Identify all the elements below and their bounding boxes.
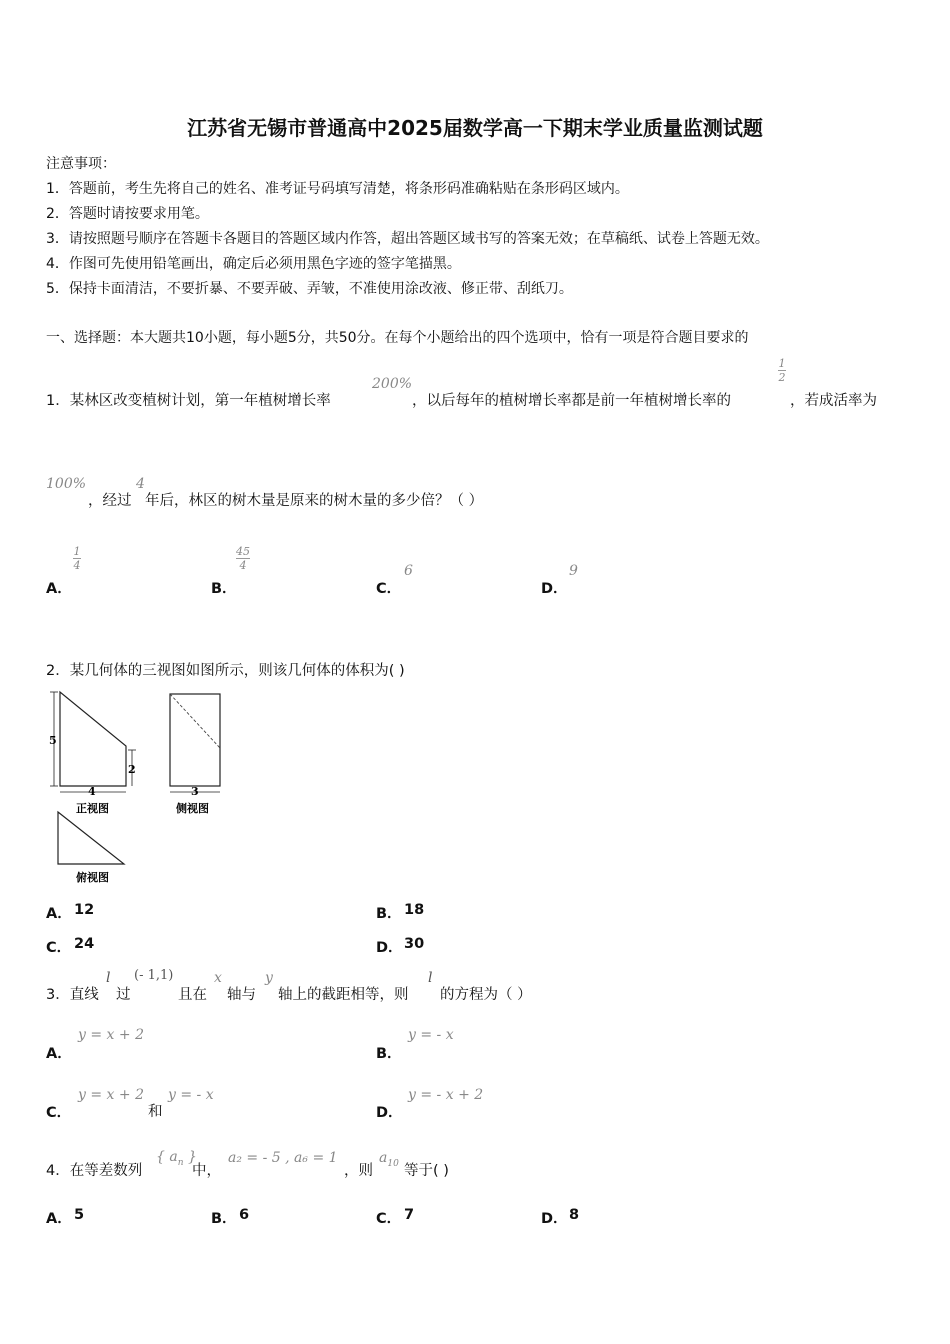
q3-option-a-label: A． (46, 1046, 72, 1062)
front-view-label: 正视图 (76, 802, 109, 815)
q1-option-d-value: 9 (569, 563, 578, 579)
q3-option-c-value-1: y = x + 2 (78, 1087, 144, 1103)
q1-option-d-label: D． (541, 581, 568, 597)
q4-sequence (156, 1149, 197, 1168)
q4-seq-a: { a (156, 1149, 178, 1165)
q1-text-1: 1．某林区改变植树计划，第一年植树增长率 (46, 393, 331, 409)
q4-option-b-value: 6 (239, 1207, 250, 1223)
note-item-5: 5．保持卡面清洁，不要折暴、不要弄破、弄皱，不准使用涂改液、修正带、刮纸刀。 (46, 281, 573, 297)
q1-option-a-value (73, 546, 81, 571)
q4-condition: a₂ = - 5 , a₆ = 1 (228, 1150, 338, 1166)
q1-option-b-den: 4 (239, 559, 247, 572)
q1-frac-den: 2 (778, 371, 786, 384)
q4-option-c-value: 7 (404, 1207, 415, 1223)
q2-text: 2．某几何体的三视图如图所示，则该几何体的体积为( ) (46, 663, 405, 679)
q4-option-a-value: 5 (74, 1207, 85, 1223)
q1-frac-num: 1 (778, 357, 786, 370)
q1-text-5: 年后，林区的树木量是原来的树木量的多少倍？（ ） (145, 493, 484, 509)
q4-a10-sub: 10 (387, 1158, 399, 1169)
q1-option-b-num: 45 (236, 545, 250, 558)
q4-option-c-label: C． (376, 1211, 402, 1227)
q1-years: 4 (136, 476, 145, 492)
q3-option-a-value: y = x + 2 (78, 1027, 144, 1043)
front-short-label: 2 (128, 763, 136, 776)
q4-text-2: 中， (192, 1163, 221, 1179)
q2-option-c-label: C． (46, 940, 72, 956)
q2-option-b-value: 18 (404, 902, 425, 918)
q1-text-3: ，若成活率为 (790, 393, 877, 409)
q4-text-4: 等于( ) (404, 1163, 449, 1179)
front-width-label: 4 (88, 785, 96, 798)
section-heading: 一、选择题：本大题共10小题，每小题5分，共50分。在每个小题给出的四个选项中，恰有一项是符合题目要求的 (46, 330, 749, 346)
q1-option-c-value: 6 (404, 563, 413, 579)
q4-option-a-label: A． (46, 1211, 72, 1227)
q2-option-a-label: A． (46, 906, 72, 922)
q3-text-6: 的方程为（ ） (440, 987, 532, 1003)
q4-option-d-label: D． (541, 1211, 568, 1227)
front-height-label: 5 (49, 734, 57, 747)
q3-line-l: l (106, 970, 111, 986)
q3-option-c-label: C． (46, 1105, 72, 1121)
side-view-label: 侧视图 (176, 802, 209, 815)
q1-option-a-den: 4 (73, 559, 81, 572)
q1-option-a-num: 1 (73, 545, 81, 558)
q3-option-b-value: y = - x (408, 1027, 454, 1043)
q3-option-b-label: B． (376, 1046, 402, 1062)
q4-seq-sub: n (177, 1157, 184, 1168)
q1-option-b-value (236, 546, 250, 571)
q1-text-4: ，经过 (88, 493, 132, 509)
q2-option-d-value: 30 (404, 936, 425, 952)
q3-text-4: 轴与 (227, 987, 256, 1003)
note-item-1: 1．答题前，考生先将自己的姓名、准考证号码填写清楚，将条形码准确粘贴在条形码区域内。 (46, 181, 629, 197)
note-item-2: 2．答题时请按要求用笔。 (46, 206, 209, 222)
hidden-edge (170, 694, 220, 748)
q1-survival: 100% (46, 476, 87, 492)
q1-text-2: ，以后每年的植树增长率都是前一年植树增长率的 (412, 393, 731, 409)
top-view-label: 俯视图 (76, 871, 109, 884)
q4-a10-a: a (379, 1150, 388, 1166)
q2-option-d-label: D． (376, 940, 403, 956)
notes-heading: 注意事项： (46, 156, 116, 172)
side-width-label: 3 (191, 785, 199, 798)
note-item-4: 4．作图可先使用铅笔画出，确定后必须用黑色字迹的签字笔描黑。 (46, 256, 461, 272)
q4-option-d-value: 8 (569, 1207, 580, 1223)
q3-point: (- 1,1) (134, 968, 174, 983)
q1-fraction (778, 358, 786, 383)
q4-option-b-label: B． (211, 1211, 237, 1227)
q3-line-l-2: l (428, 970, 433, 986)
q3-y: y (265, 970, 273, 986)
q3-text-1: 3．直线 (46, 987, 99, 1003)
q4-text-1: 4．在等差数列 (46, 1163, 143, 1179)
q1-option-c-label: C． (376, 581, 402, 597)
q2-option-c-value: 24 (74, 936, 95, 952)
q3-option-c-and: 和 (148, 1104, 163, 1120)
q1-rate: 200% (372, 376, 413, 392)
q4-seq-end: } (183, 1149, 197, 1165)
front-view-shape (60, 692, 126, 786)
q4-a10 (379, 1150, 399, 1169)
q3-text-2: 过 (116, 987, 131, 1003)
q2-option-a-value: 12 (74, 902, 95, 918)
three-view-figure (44, 688, 234, 888)
q3-text-5: 轴上的截距相等，则 (278, 987, 409, 1003)
q3-x: x (214, 970, 222, 986)
q2-option-b-label: B． (376, 906, 402, 922)
page-title: 江苏省无锡市普通高中2025届数学高一下期末学业质量监测试题 (187, 116, 763, 140)
top-view-shape (58, 812, 124, 864)
q4-text-3: ，则 (344, 1163, 373, 1179)
q1-option-a-label: A． (46, 581, 72, 597)
note-item-3: 3．请按照题号顺序在答题卡各题目的答题区域内作答，超出答题区域书写的答案无效；在草稿纸、试卷上答题无效。 (46, 231, 769, 247)
q3-option-c-value-2: y = - x (168, 1087, 214, 1103)
q3-text-3: 且在 (178, 987, 207, 1003)
q1-option-b-label: B． (211, 581, 237, 597)
q3-option-d-label: D． (376, 1105, 403, 1121)
q3-option-d-value: y = - x + 2 (408, 1087, 484, 1103)
